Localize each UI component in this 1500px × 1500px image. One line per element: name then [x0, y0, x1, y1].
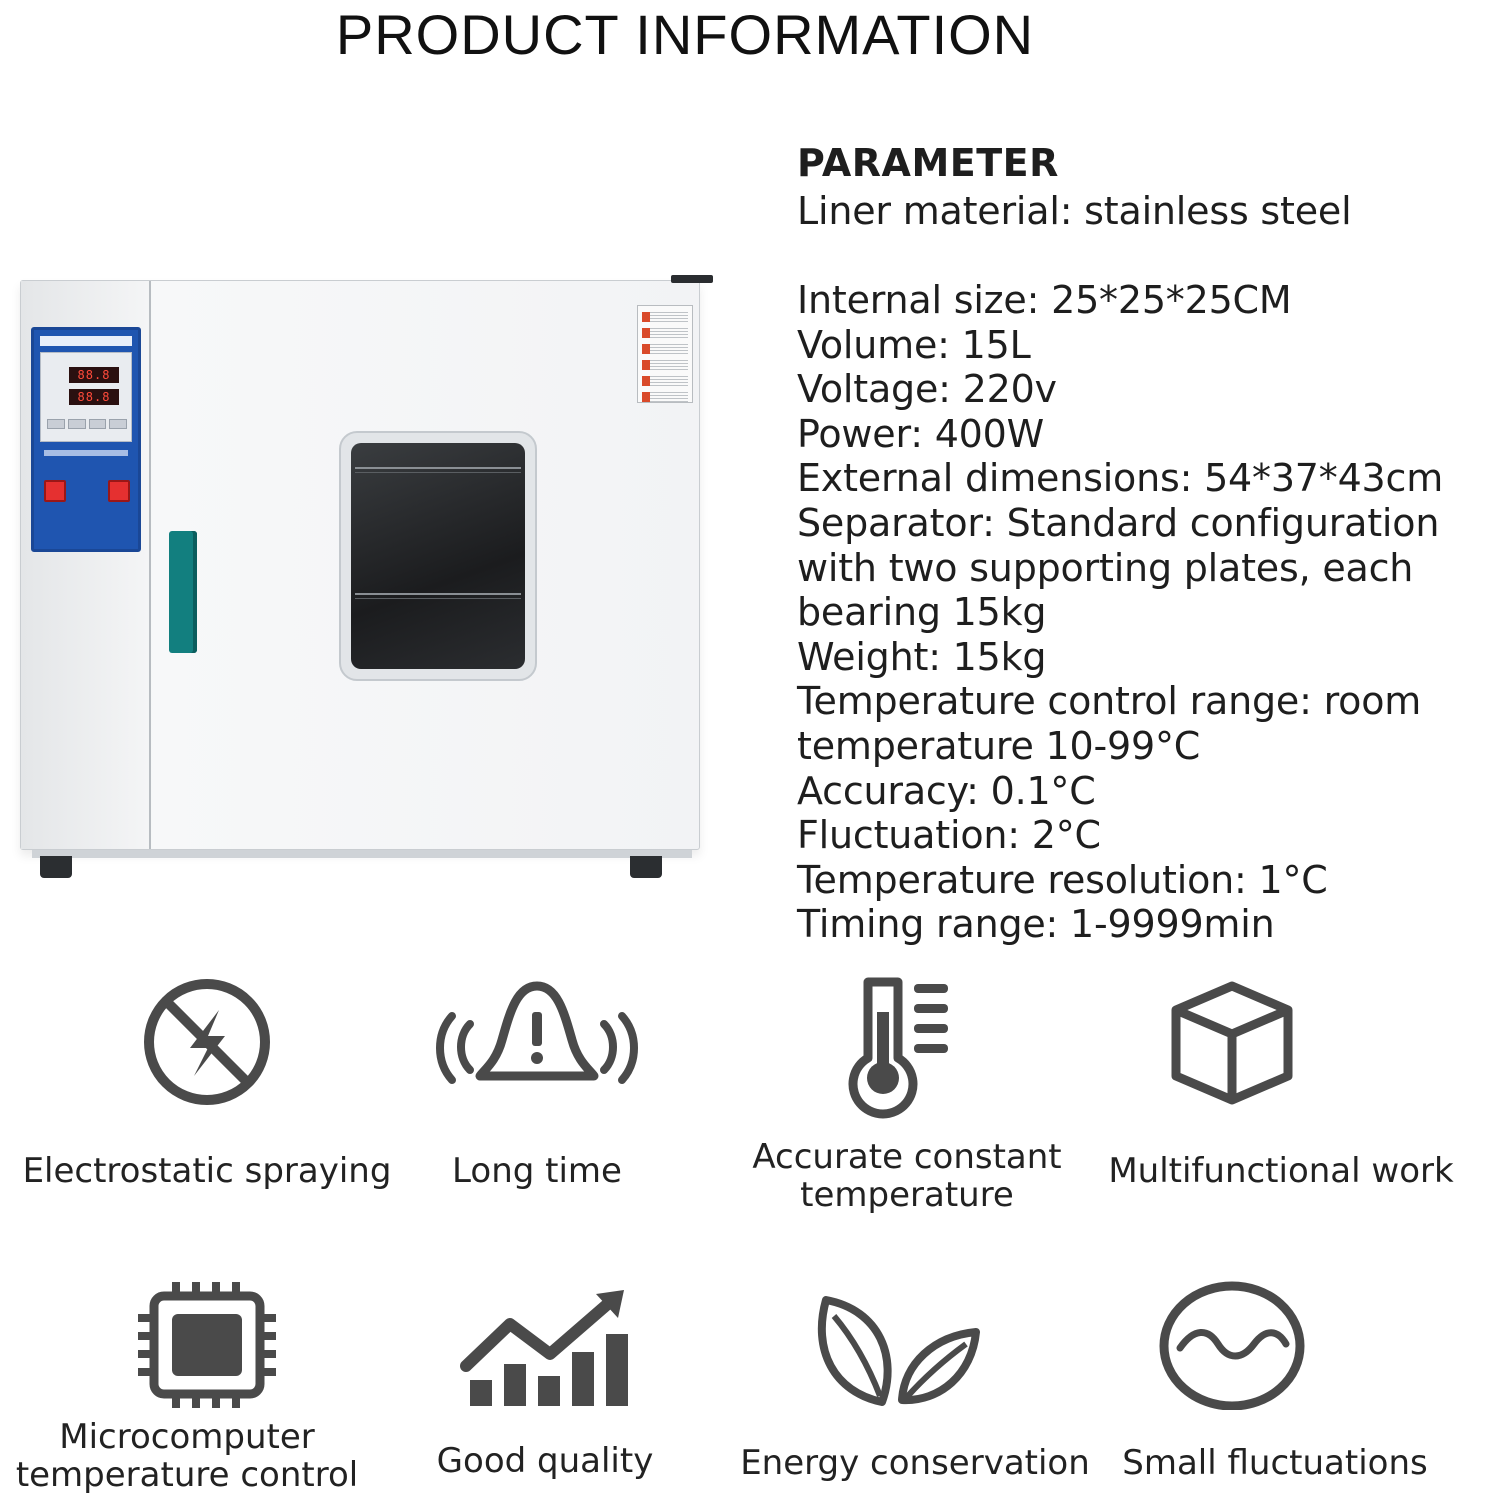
feature-label-line1: Microcomputer [59, 1417, 315, 1457]
control-panel-header [40, 336, 132, 346]
parameter-line: Internal size: 25*25*25CM [797, 278, 1292, 322]
leaves-icon [730, 1280, 1100, 1410]
oven-side-panel [21, 281, 151, 849]
feature-label: Good quality [436, 1441, 654, 1481]
shelf [355, 593, 521, 599]
page-title: PRODUCT INFORMATION [335, 3, 1035, 66]
led-readout-2: 88.8 [69, 389, 119, 405]
oven-vent [671, 275, 713, 283]
cube-icon [1096, 972, 1466, 1122]
feature-label: Electrostatic spraying [22, 1151, 392, 1191]
feature-good-quality [360, 1280, 730, 1481]
feature-energy-conservation [730, 1280, 1100, 1483]
feature-label: Energy conservation [740, 1443, 1090, 1483]
feature-label: Long time [452, 1151, 622, 1191]
oven-foot [40, 856, 72, 878]
observation-window [339, 431, 537, 681]
parameter-line: Power: 400W [797, 411, 1045, 456]
parameter-line: Temperature control range: room [797, 679, 1422, 724]
feature-small-fluctuations [1090, 1280, 1460, 1483]
feature-multifunctional-work [1096, 972, 1466, 1191]
parameter-heading: PARAMETER [797, 141, 1059, 185]
parameter-line: with two supporting plates, each [797, 545, 1414, 590]
parameter-line: Temperature resolution: 1°C [797, 857, 1328, 902]
chip-icon [22, 1280, 392, 1410]
oven-foot [630, 856, 662, 878]
feature-label-line2: temperature [800, 1175, 1014, 1215]
power-switch [44, 480, 66, 502]
parameter-line: temperature 10-99°C [797, 723, 1201, 768]
feature-label-line1: Accurate constant [752, 1137, 1062, 1177]
parameter-line: Weight: 15kg [797, 634, 1047, 679]
window-glass [351, 443, 525, 669]
controller-caption [44, 450, 128, 456]
parameter-line: bearing 15kg [797, 590, 1047, 635]
wave-icon [1090, 1280, 1460, 1410]
oven-base [32, 850, 692, 858]
warning-label [637, 305, 693, 403]
door-handle [169, 531, 197, 653]
control-panel [31, 327, 141, 552]
feature-label: Multifunctional work [1108, 1151, 1454, 1191]
oven-body [20, 280, 700, 850]
feature-long-time [352, 972, 722, 1191]
parameter-list [797, 138, 1497, 947]
fan-switch [108, 480, 130, 502]
shelf [355, 467, 521, 473]
feature-electrostatic-spraying [22, 972, 392, 1191]
no-static-icon [22, 972, 392, 1122]
temperature-display [40, 352, 132, 442]
parameter-line: Fluctuation: 2°C [797, 813, 1101, 858]
product-image [0, 250, 720, 910]
parameter-liner: Liner material: stainless steel [797, 189, 1352, 233]
feature-label: Small fluctuations [1122, 1443, 1428, 1483]
parameter-line: Accuracy: 0.1°C [797, 768, 1096, 813]
parameter-line: Voltage: 220v [797, 367, 1057, 412]
parameter-line: Volume: 15L [797, 322, 1031, 367]
feature-label-line2: temperature control [15, 1455, 359, 1495]
growth-chart-icon [360, 1280, 730, 1410]
thermometer-icon [722, 972, 1092, 1122]
led-readout: 88.8 [69, 367, 119, 383]
parameter-line: External dimensions: 54*37*43cm [797, 456, 1444, 501]
feature-accurate-constant-temperature [722, 972, 1092, 1215]
controller-keys [47, 419, 127, 429]
feature-microcomputer-temperature-control [15, 1280, 392, 1495]
alarm-bell-icon [352, 972, 722, 1122]
parameter-line: Timing range: 1-9999min [797, 902, 1275, 947]
parameter-line: Separator: Standard configuration [797, 500, 1440, 545]
